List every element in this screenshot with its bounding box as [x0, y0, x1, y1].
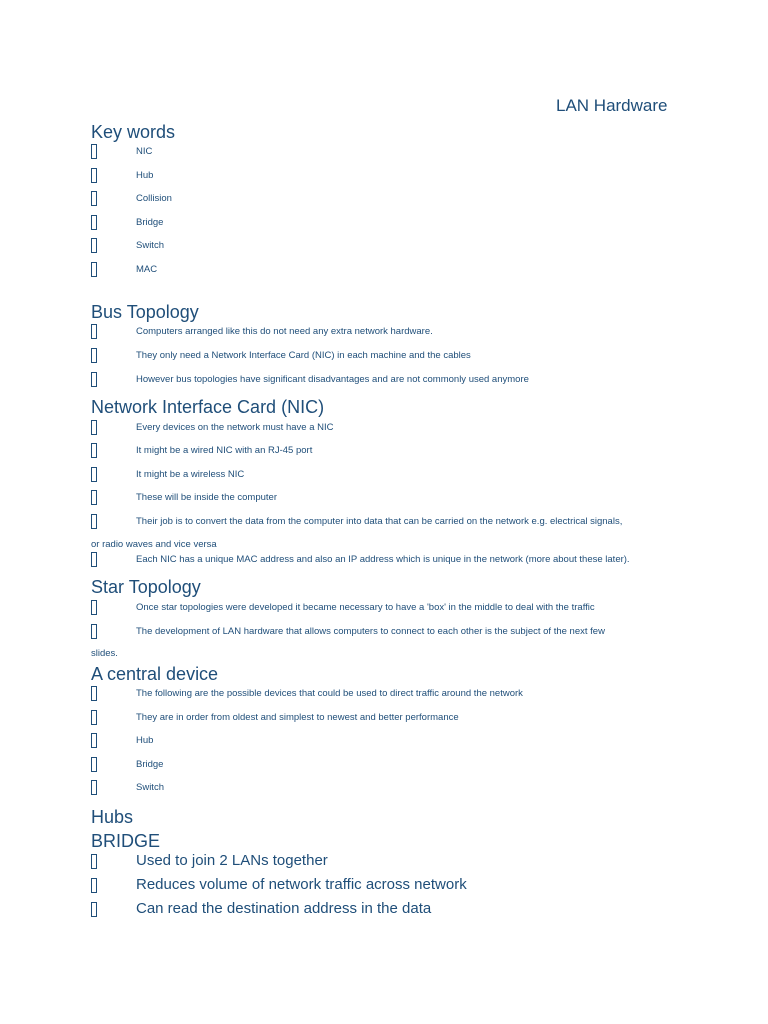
list-item-continuation: slides. — [91, 648, 118, 659]
heading-hubs: Hubs — [91, 807, 134, 827]
square-box-icon — [91, 215, 97, 230]
square-box-icon — [91, 624, 97, 639]
document-title: LAN Hardware — [556, 96, 668, 115]
square-box-icon — [91, 552, 97, 567]
list-item-text: Once star topologies were developed it became necessary to have a 'box' in the middle to deal with the traffic — [136, 602, 595, 613]
list-item-text: MAC — [136, 264, 158, 275]
heading-key-words: Key words — [91, 122, 176, 142]
heading-bus-topology: Bus Topology — [91, 302, 199, 322]
list-item-text: Bridge — [136, 759, 164, 770]
heading-bridge: BRIDGE — [91, 831, 161, 851]
square-box-icon — [91, 780, 97, 795]
list-item-text: Switch — [136, 782, 164, 793]
list-item-text: Used to join 2 LANs together — [136, 852, 328, 869]
list-item-continuation: or radio waves and vice versa — [91, 539, 217, 550]
square-box-icon — [91, 600, 97, 615]
list-item-text: They only need a Network Interface Card (NIC) in each machine and the cables — [136, 350, 471, 361]
list-item-text: Collision — [136, 193, 172, 204]
square-box-icon — [91, 443, 97, 458]
square-box-icon — [91, 710, 97, 725]
list-item-text: These will be inside the computer — [136, 492, 277, 503]
list-item-text: Reduces volume of network traffic across network — [136, 876, 467, 893]
list-item-text: The following are the possible devices that could be used to direct traffic around the network — [136, 688, 523, 699]
square-box-icon — [91, 854, 97, 869]
square-box-icon — [91, 372, 97, 387]
square-box-icon — [91, 168, 97, 183]
list-item-text: Each NIC has a unique MAC address and also an IP address which is unique in the network (more about these later). — [136, 554, 630, 565]
heading-star-topology: Star Topology — [91, 577, 201, 597]
square-box-icon — [91, 902, 97, 917]
square-box-icon — [91, 878, 97, 893]
square-box-icon — [91, 514, 97, 529]
list-item-text: Switch — [136, 240, 164, 251]
square-box-icon — [91, 191, 97, 206]
list-item-text: NIC — [136, 146, 153, 157]
square-box-icon — [91, 262, 97, 277]
list-item-text: Hub — [136, 170, 154, 181]
square-box-icon — [91, 490, 97, 505]
list-item-text: Computers arranged like this do not need any extra network hardware. — [136, 326, 433, 337]
square-box-icon — [91, 324, 97, 339]
square-box-icon — [91, 348, 97, 363]
list-item-text: It might be a wired NIC with an RJ-45 port — [136, 445, 313, 456]
list-item-text: They are in order from oldest and simplest to newest and better performance — [136, 712, 459, 723]
square-box-icon — [91, 144, 97, 159]
heading-network-interface-card: Network Interface Card (NIC) — [91, 397, 325, 417]
square-box-icon — [91, 420, 97, 435]
square-box-icon — [91, 238, 97, 253]
list-item-text: It might be a wireless NIC — [136, 469, 245, 480]
square-box-icon — [91, 686, 97, 701]
square-box-icon — [91, 757, 97, 772]
list-item-text: However bus topologies have significant disadvantages and are not commonly used anymore — [136, 374, 529, 385]
square-box-icon — [91, 733, 97, 748]
square-box-icon — [91, 467, 97, 482]
list-item-text: The development of LAN hardware that allows computers to connect to each other is the subject of the next few — [136, 626, 605, 637]
heading-central-device: A central device — [91, 664, 219, 684]
list-item-text: Hub — [136, 735, 154, 746]
list-item-text: Every devices on the network must have a NIC — [136, 422, 334, 433]
list-item-text: Can read the destination address in the data — [136, 900, 432, 917]
list-item-text: Bridge — [136, 217, 164, 228]
list-item-text: Their job is to convert the data from the computer into data that can be carried on the network e.g. electrical signals, — [136, 516, 623, 527]
